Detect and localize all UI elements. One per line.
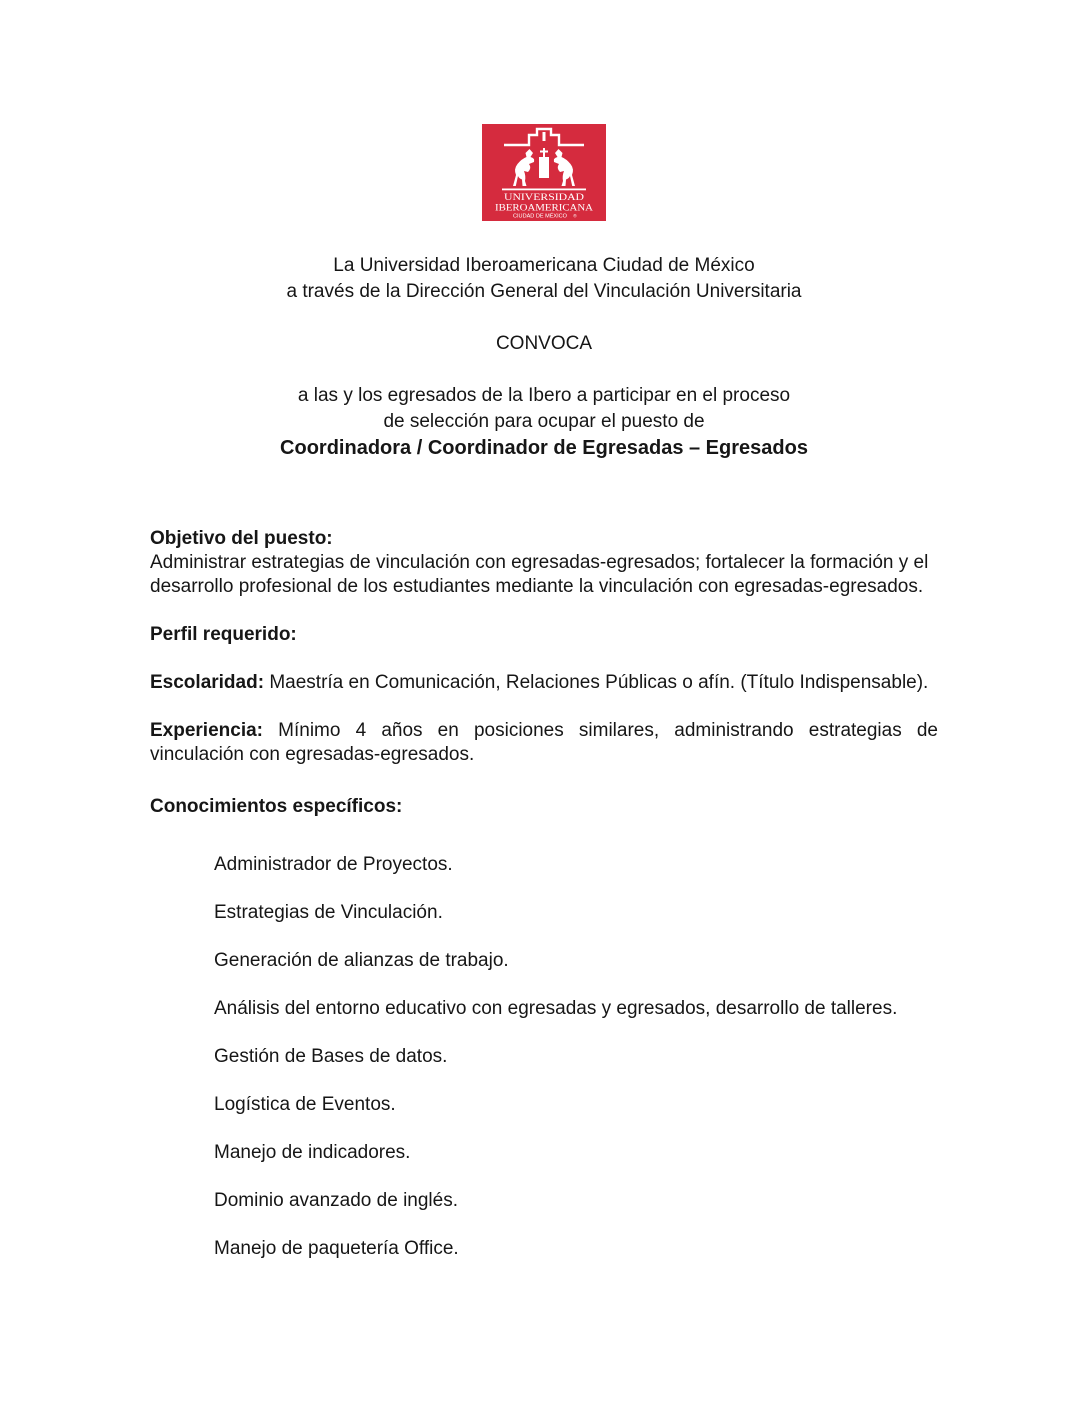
list-item: Generación de alianzas de trabajo. [214,950,509,971]
conocimientos-list [150,853,938,1261]
university-crest-icon [482,124,606,221]
escolaridad-paragraph [150,671,938,695]
list-item: Logística de Eventos. [214,1094,396,1115]
perfil-heading: Perfil requerido: [150,624,297,645]
experiencia-text: Mínimo 4 años en posiciones similares, administrando estrategias de vinculación con egresadas-egresados. [150,720,938,765]
intro-line-1: a las y los egresados de la Ibero a participar en el proceso [297,385,791,406]
org-line-1: La Universidad Iberoamericana Ciudad de México [333,255,755,276]
escolaridad-label: Escolaridad: [150,672,265,693]
document-body [150,527,938,1285]
logo-rule [502,189,586,191]
crest-cross-horizontal [540,151,548,153]
header-block [0,253,1088,461]
org-line-2: a través de la Dirección General del Vinculación Universitaria [286,281,802,302]
logo-iberoamericana-text: IBEROAMERICANA [495,203,594,214]
list-item: Manejo de paquetería Office. [214,1238,459,1259]
crest-finial-shape [543,132,546,141]
experiencia-label: Experiencia: [150,720,263,741]
conocimientos-heading: Conocimientos específicos: [150,796,403,817]
list-item: Estrategias de Vinculación. [214,902,443,923]
organization-lines [0,253,1088,305]
list-item: Análisis del entorno educativo con egresadas y egresados, desarrollo de talleres. [214,998,898,1019]
escolaridad-text: Maestría en Comunicación, Relaciones Públicas o afín. (Título Indispensable). [264,672,929,693]
registered-trademark-icon: ® [573,213,577,219]
crest-tower-shape [539,157,549,178]
position-title: Coordinadora / Coordinador de Egresadas – Egresados [280,437,808,459]
logo-ciudad-de-mexico-text: CIUDAD DE MÉXICO [513,213,566,220]
intro-line-2: de selección para ocupar el puesto de [383,411,705,432]
list-item: Gestión de Bases de datos. [214,1046,448,1067]
university-logo [482,124,606,221]
list-item: Administrador de Proyectos. [214,854,453,875]
objetivo-body: Administrar estrategias de vinculación con egresadas-egresados; fortalecer la formación y el desarrollo profesional de los estudiantes mediante la vinculación con egresadas-egresados. [150,552,929,597]
intro-block [0,383,1088,461]
list-item: Dominio avanzado de inglés. [214,1190,458,1211]
convoca-line: CONVOCA [495,333,593,354]
objetivo-heading: Objetivo del puesto: [150,528,333,549]
list-item: Manejo de indicadores. [214,1142,411,1163]
logo-universidad-text: UNIVERSIDAD [504,193,585,203]
experiencia-paragraph [150,719,938,767]
